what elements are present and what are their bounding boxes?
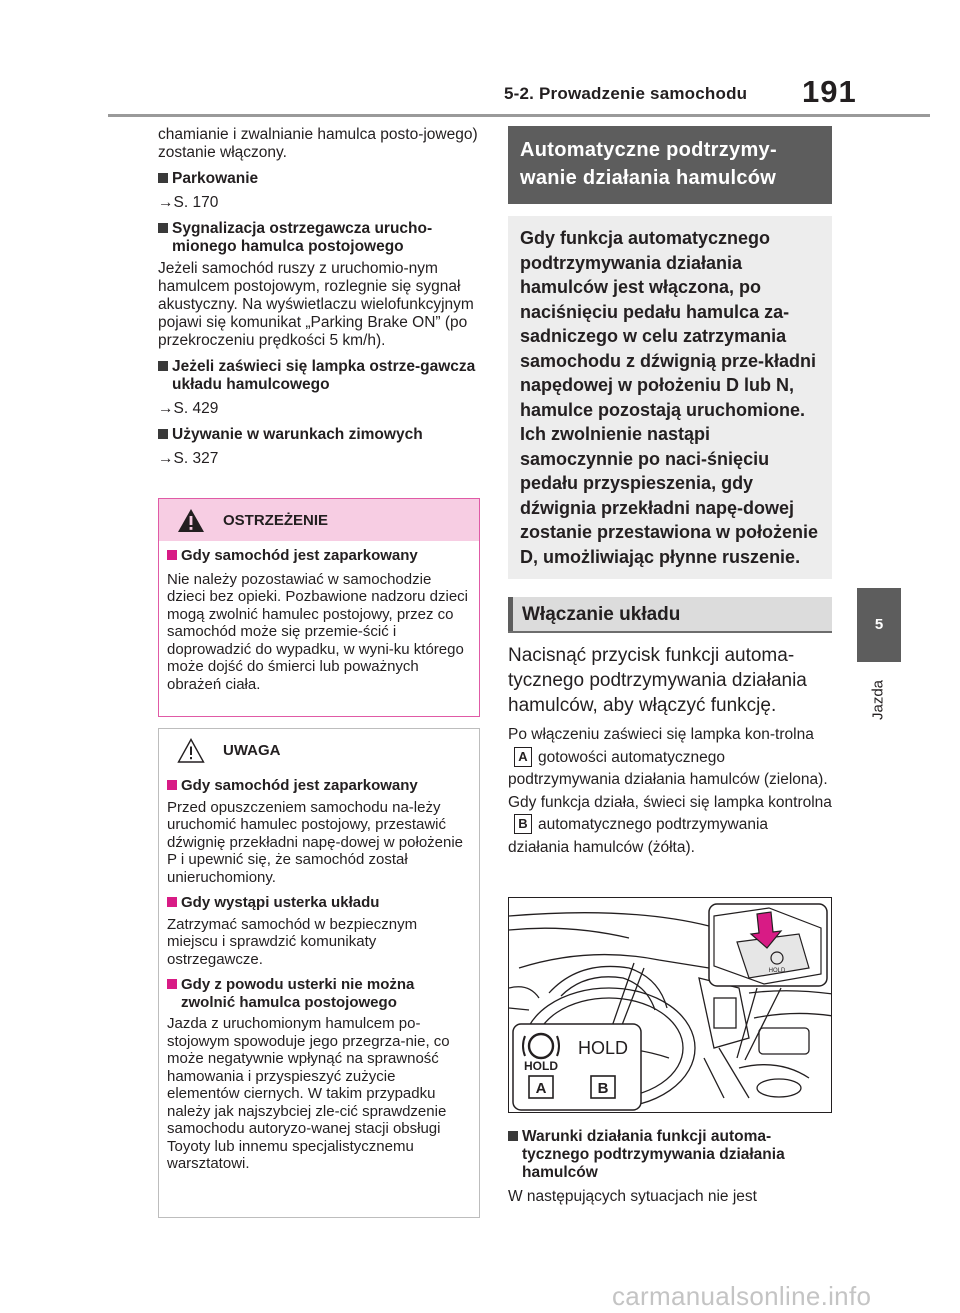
- warning-triangle-icon: [177, 508, 205, 533]
- notice-text-3: Jazda z uruchomionym hamulcem po-stojowym spowoduje jego przegrza-nie, co może negatywnie wpłynąć na sprawność hamowania i przyspieszyć zużycie elementów ciernych. W takim przypadku należy jak najszybciej zle-cić sprawdzenie samochodu autoryzo-wanej stacji obsługi Toyoty lub innemu specjalistycznemu warsztatowi.: [167, 1015, 450, 1172]
- notice-text-2: Zatrzymać samochód w bezpiecznym miejscu i sprawdzić komunikaty ostrzegawcze.: [167, 915, 418, 968]
- indicator-hold-small: HOLD: [524, 1059, 558, 1073]
- subsection-heading: Włączanie układu: [508, 597, 832, 633]
- alarm-text: Jeżeli samochód ruszy z uruchomio-nym hamulcem postojowym, rozlegnie się sygnał akustyczny. Na wyświetlaczu wielofunkcyjnym pojawi się komunikat „Parking Brake ON” (po przekroczeniu prędkości 5 km/h).: [158, 260, 474, 349]
- section-title: 5-2. Prowadzenie samochodu: [504, 84, 748, 103]
- winter-page-ref[interactable]: →S. 327: [158, 450, 219, 467]
- instruction-text: Nacisnąć przycisk funkcji automa-tycznego podtrzymywania działania hamulców, aby włączyć funkcję.: [508, 645, 807, 716]
- notice-heading-3: Gdy z powodu usterki nie można zwolnić hamulca postojowego: [167, 976, 471, 1011]
- warning-box: [158, 498, 480, 717]
- indicator-hold-text: HOLD: [577, 1038, 629, 1058]
- summary-box: Gdy funkcja automatycznego podtrzymywania działania hamulców jest włączona, po naciśnięciu pedału hamulca za-sadniczego w celu zatrzymania samochodu z dźwignią prze-kładni napędowej w położeniu D lub N, hamulce pozostają uruchomione. Ich zwolnienie nastąpi samoczynnie po naci-śnięciu pedału przyspieszenia, gdy dźwignia przekładni napę-dowej zostanie przestawiona w położenie D, umożliwiając płynne ruszenie.: [508, 216, 832, 579]
- left-column: [158, 126, 478, 468]
- notice-text-1: Przed opuszczeniem samochodu na-leży uruchomić hamulec postojowy, przestawić dźwignię przekładni napę-dowej w położenie P i upewnić się, że samochód został unieruchomiony.: [167, 798, 464, 886]
- section-heading: Automatyczne podtrzymy-wanie działania hamulców: [508, 126, 832, 204]
- dashboard-illustration: [508, 897, 832, 1113]
- header-divider: [108, 114, 930, 117]
- notice-header: [159, 729, 479, 771]
- alarm-heading: Sygnalizacja ostrzegawcza urucho-mionego hamulca postojowego: [158, 220, 478, 256]
- conditions-section: [508, 1128, 832, 1206]
- button-hold-label: HOLD: [768, 968, 786, 974]
- figure-label-a: A: [535, 1080, 547, 1097]
- warning-title: OSTRZEŻENIE: [223, 512, 329, 529]
- notice-heading-1: Gdy samochód jest zaparkowany: [167, 777, 471, 795]
- notice-box: [158, 728, 480, 1218]
- watermark: carmanualsonline.info: [612, 1281, 872, 1311]
- lamp-heading: Jeżeli zaświeci się lampka ostrze-gawcza układu hamulcowego: [158, 358, 478, 394]
- tag-b: B: [514, 814, 532, 834]
- right-column: [508, 126, 832, 859]
- chapter-tab[interactable]: 5: [857, 588, 901, 662]
- notice-heading-2: Gdy wystąpi usterka układu: [167, 894, 471, 912]
- warning-text: Nie należy pozostawiać w samochodzie dzieci bez opieki. Pozbawione nadzoru dzieci mogą zwolnić hamulec postojowy, przez co samochód może się przemie-ścić i doprowadzić do wypadku, w wyni-ku którego może dojść do śmierci lub poważnych obrażeń ciała.: [167, 570, 469, 693]
- lamp-page-ref[interactable]: →S. 429: [158, 400, 219, 417]
- page-number: 191: [802, 74, 857, 109]
- conditions-heading: Warunki działania funkcji automa-tycznego podtrzymywania działania hamulców: [508, 1128, 832, 1182]
- tag-a: A: [514, 747, 532, 767]
- warning-heading: Gdy samochód jest zaparkowany: [167, 547, 471, 565]
- intro-text: chamianie i zwalnianie hamulca posto-jowego) zostanie włączony.: [158, 126, 478, 161]
- conditions-text: W następujących sytuacjach nie jest: [508, 1188, 757, 1205]
- dashboard-drawing: [509, 898, 832, 1113]
- warning-header: [159, 499, 479, 541]
- notice-title: UWAGA: [223, 742, 281, 759]
- winter-heading: Używanie w warunkach zimowych: [158, 426, 478, 444]
- indicator-description: Po włączeniu zaświeci się lampka kon-trolnaA gotowości automatycznego podtrzymywania działania hamulców (zielona). Gdy funkcja działa, świeci się lampka kontrolnaB automatycznego podtrzymywania działania hamulców (żółta).: [508, 726, 832, 856]
- caution-triangle-icon: [177, 738, 205, 763]
- figure-label-b: B: [597, 1080, 609, 1097]
- parking-page-ref[interactable]: →S. 170: [158, 194, 219, 211]
- parking-heading: Parkowanie: [158, 170, 478, 188]
- chapter-label: Jazda: [869, 679, 887, 721]
